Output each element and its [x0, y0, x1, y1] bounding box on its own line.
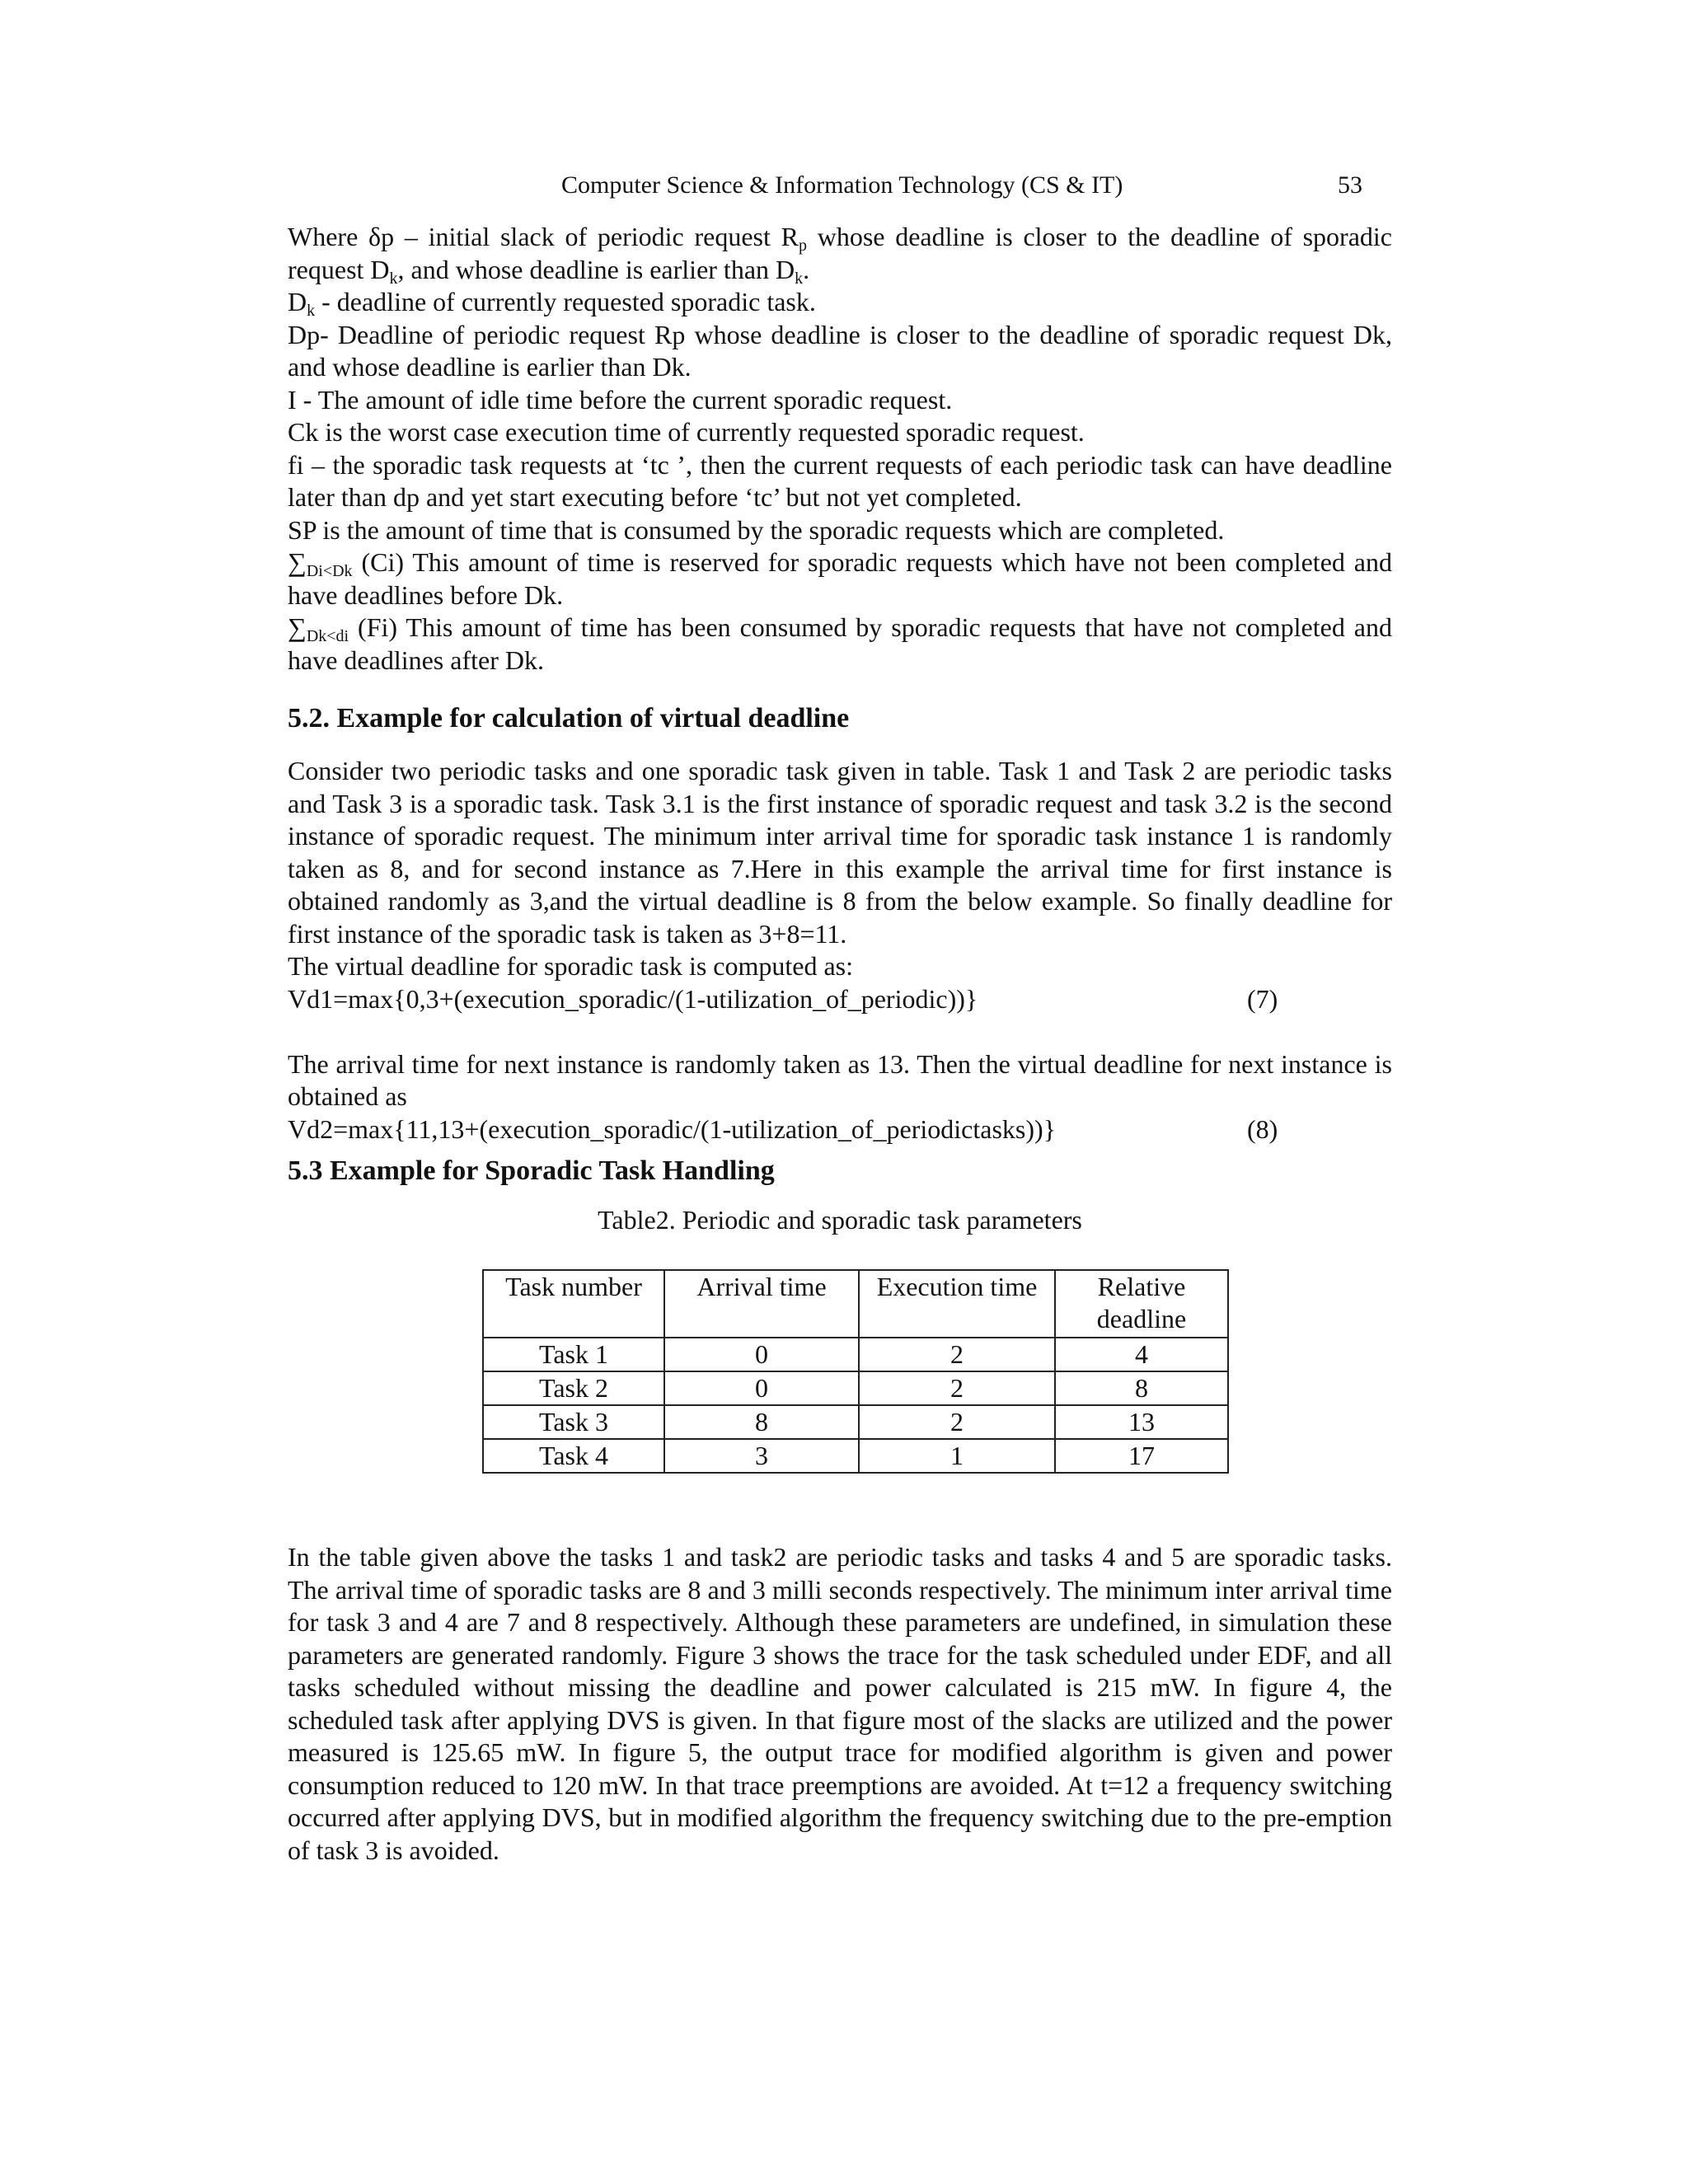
table-caption: Table2. Periodic and sporadic task parameters	[598, 1205, 1082, 1235]
definition-sp: SP is the amount of time that is consumed by the sporadic requests which are completed.	[288, 514, 1225, 545]
equation-7	[288, 983, 1392, 1016]
table-cell: 13	[1055, 1405, 1228, 1439]
table-cell: Task 4	[483, 1439, 664, 1473]
page-number: 53	[1338, 171, 1362, 199]
definition-ck: Ck is the worst case execution time of currently requested sporadic request.	[288, 417, 1085, 447]
header-relative-deadline: Relative deadline	[1055, 1270, 1228, 1338]
header-task-number: Task number	[483, 1270, 664, 1338]
table-cell: 3	[664, 1439, 859, 1473]
equation-8	[288, 1113, 1392, 1146]
table-cell: 8	[664, 1405, 859, 1439]
definition-idle: I - The amount of idle time before the current sporadic request.	[288, 384, 953, 415]
definition-fi: fi – the sporadic task requests at ‘tc ’, then the current requests of each periodic task can have deadline later than dp and yet start executing before ‘tc’ but not yet completed.	[288, 449, 1392, 512]
table-cell: 0	[664, 1338, 859, 1371]
table-cell: 2	[859, 1405, 1055, 1439]
definition-dk: $D_k$ - deadline of currently requested sporadic task.	[288, 287, 816, 320]
equation-8-text: Vd2=max{11,13+(execution_sporadic/(1-utilization_of_periodictasks))}	[288, 1113, 1057, 1144]
table-cell: 0	[664, 1371, 859, 1405]
table-row	[483, 1439, 1228, 1473]
table-row	[483, 1371, 1228, 1405]
running-header	[288, 171, 1392, 204]
table-cell: 1	[859, 1439, 1055, 1473]
table-cell: Task 2	[483, 1371, 664, 1405]
definition-dp: Dp- Deadline of periodic request Rp whose deadline is closer to the deadline of sporadic request Dk, and whose deadline is earlier than Dk.	[288, 319, 1392, 382]
equation-8-number: (8)	[1247, 1113, 1278, 1144]
sum-icon: ∑	[288, 547, 307, 577]
section-heading-5-2: 5.2. Example for calculation of virtual deadline	[288, 703, 850, 733]
table-cell: 4	[1055, 1338, 1228, 1371]
table-row	[483, 1405, 1228, 1439]
table-cell: Task 3	[483, 1405, 664, 1439]
definitions-block	[288, 221, 1392, 677]
section-heading-5-3: 5.3 Example for Sporadic Task Handling	[288, 1155, 775, 1186]
closing-paragraph: In the table given above the tasks 1 and task2 are periodic tasks and tasks 4 and 5 are sporadic tasks. The arrival time of sporadic tasks are 8 and 3 milli seconds respectively. The minimum inter arrival time for task 3 and 4 are 7 and 8 respectively. Although these parameters are undefined, in simulation these parameters are generated randomly. Figure 3 shows the trace for the task scheduled under EDF, and all tasks scheduled without missing the deadline and power calculated is 215 mW. In figure 4, the scheduled task after applying DVS is given. In that figure most of the slacks are utilized and the power measured is 125.65 mW. In figure 5, the output trace for modified algorithm is given and power consumption reduced to 120 mW. In that trace preemptions are avoided. At t=12 a frequency switching occurred after applying DVS, but in modified algorithm the frequency switching due to the pre-emption of task 3 is avoided.	[288, 1542, 1392, 1865]
table-cell: 2	[859, 1371, 1055, 1405]
table-cell: 2	[859, 1338, 1055, 1371]
section-5-2-paragraph: Consider two periodic tasks and one sporadic task given in table. Task 1 and Task 2 are periodic tasks and Task 3 is a sporadic task. Task 3.1 is the first instance of sporadic request and task 3.2 is the second instance of sporadic request. The minimum inter arrival time for sporadic task instance 1 is randomly taken as 8, and for second instance as 7.Here in this example the arrival time for first instance is obtained randomly as 3,and the virtual deadline is 8 from the below example. So finally deadline for first instance of the sporadic task is taken as 3+8=11.	[288, 756, 1392, 949]
journal-title: Computer Science & Information Technology (CS & IT)	[561, 171, 1123, 199]
table-cell: 8	[1055, 1371, 1228, 1405]
computed-as-line: The virtual deadline for sporadic task is computed as:	[288, 951, 854, 981]
section-5-2-body	[288, 755, 1392, 1146]
next-instance-paragraph: The arrival time for next instance is randomly taken as 13. Then the virtual deadline for next instance is obtained as	[288, 1048, 1392, 1111]
sum-icon: ∑	[288, 612, 307, 642]
header-arrival-time: Arrival time	[664, 1270, 859, 1338]
definition-sum-ci: $\sum_{Di<Dk}$ (Ci) This amount of time is reserved for sporadic requests which have not been completed and have deadlines before Dk.	[288, 547, 1392, 610]
table-row	[483, 1338, 1228, 1371]
table-cell: Task 1	[483, 1338, 664, 1371]
definition-delta-p: Where δp – initial slack of periodic request $R_p$ whose deadline is closer to the deadline of sporadic request $D_k$, and whose deadline is earlier than $D_k$.	[288, 222, 1393, 288]
table-cell: 17	[1055, 1439, 1228, 1473]
header-execution-time: Execution time	[859, 1270, 1055, 1338]
task-parameters-table	[482, 1269, 1229, 1474]
table-header-row	[483, 1270, 1228, 1338]
equation-7-text: Vd1=max{0,3+(execution_sporadic/(1-utilization_of_periodic))}	[288, 983, 978, 1014]
equation-7-number: (7)	[1247, 983, 1278, 1014]
definition-sum-fi: $\sum_{Dk<di}$ (Fi) This amount of time has been consumed by sporadic requests that have not completed and have deadlines after Dk.	[288, 612, 1392, 675]
